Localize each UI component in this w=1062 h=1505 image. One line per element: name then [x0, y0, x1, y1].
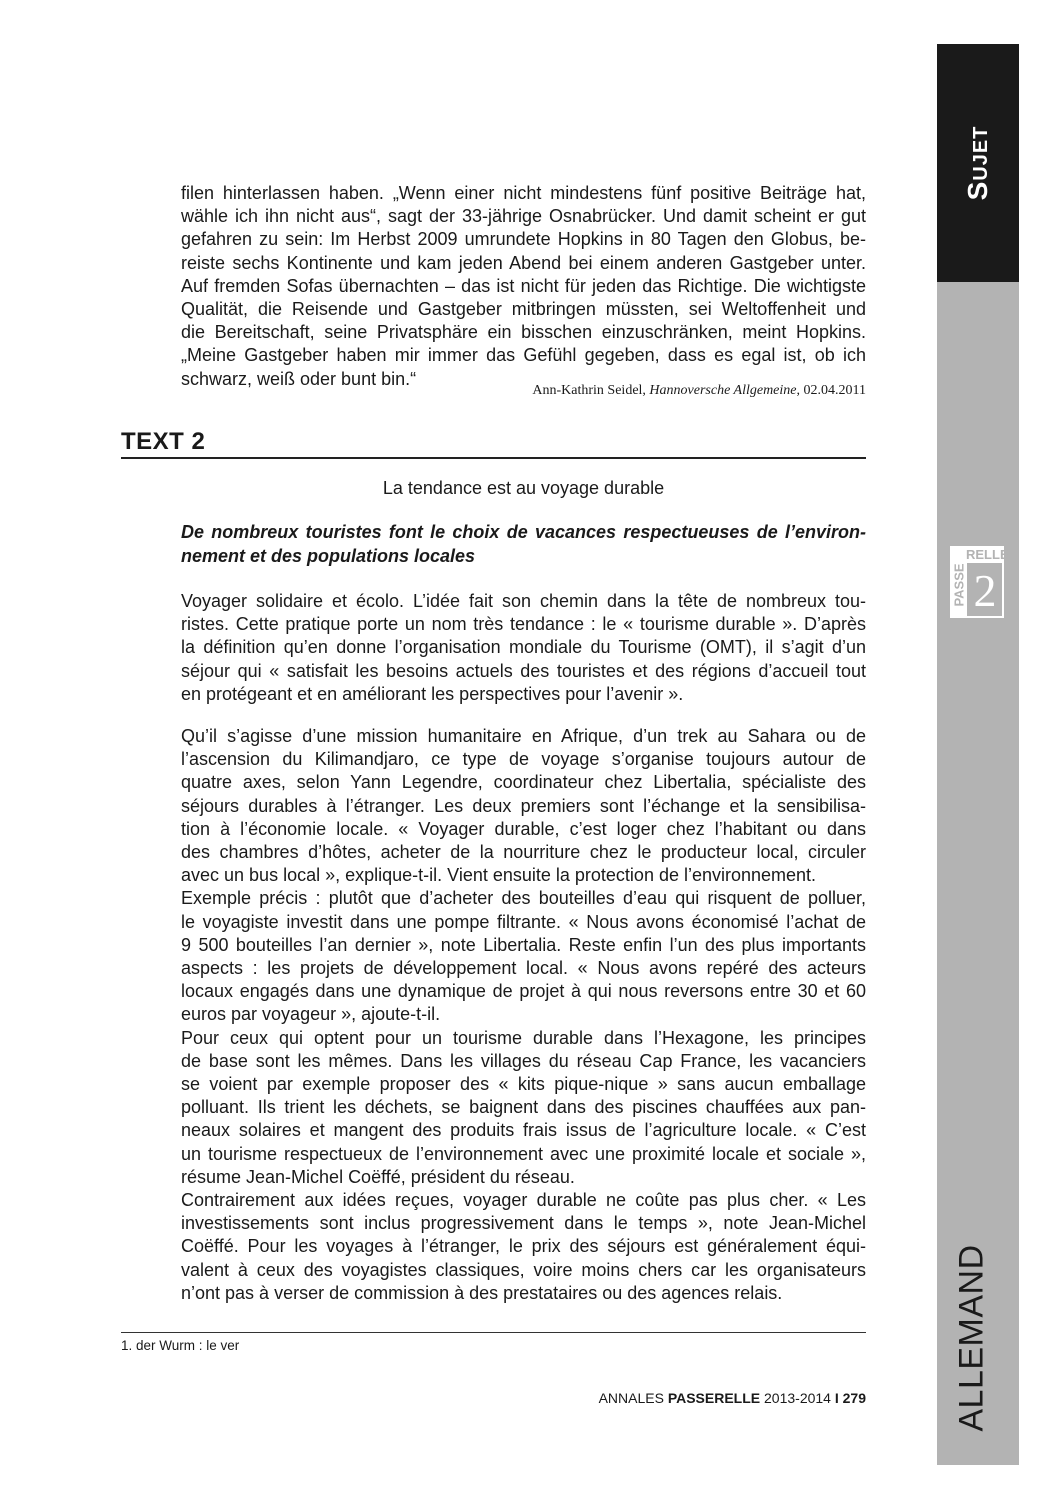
text-line: die Bereitschaft, seine Privatsphäre ein bisschen einzuschränken, meint Hopkins. [181, 322, 866, 343]
page-footer [121, 1390, 866, 1406]
text-line: Contrairement aux idées reçues, voyager durable ne coûte pas plus cher. « Les [181, 1190, 866, 1211]
text-line: valent à ceux des voyagistes classiques, voire moins chers car les organisateurs [181, 1259, 866, 1280]
text-line: tion à l’économie locale. « Voyager durable, c’est loger chez l’habitant ou dans [181, 818, 866, 839]
text-line: se voient par exemple proposer des « kits pique-nique » sans aucun emballage [181, 1074, 866, 1095]
text-line: filen hinterlassen haben. „Wenn einer nicht mindestens fünf positive Beiträge hat, [181, 183, 866, 203]
text-line: ristes. Cette pratique porte un nom très tendance : le « tourisme durable ». D’après [181, 614, 866, 635]
text-line: résume Jean-Michel Coëffé, président du réseau. [181, 1166, 575, 1187]
text-line: Coëffé. Pour les voyages à l’étranger, le prix des séjours est généralement équi- [181, 1236, 866, 1257]
text-line: Qualität, die Reisende und Gastgeber mitbringen müssten, sei Weltoffenheit und [181, 299, 866, 320]
section-label: Sujet [962, 125, 993, 201]
footer-separator: I [834, 1390, 839, 1406]
text-line: schwarz, weiß oder bunt bin.“ [181, 368, 417, 389]
text-line: des chambres d’hôtes, acheter de la nourriture chez le producteur local, circuler [181, 842, 866, 863]
article-paragraph-2 [181, 725, 866, 1305]
text-line: reiste sechs Kontinente und kam jeden Abend bei einem anderen Gastgeber unter. [181, 252, 866, 273]
text-line: séjours durables à l’étranger. Les deux premiers sont l’échange et la sensibilisa- [181, 795, 866, 816]
german-text-paragraph [181, 182, 866, 391]
text-line: le voyagiste investit dans une pompe filtrante. « Nous avons économisé l’achat de [181, 911, 866, 932]
text-line: quatre axes, selon Yann Legendre, coordinateur chez Libertalia, spécialiste des [181, 772, 866, 793]
text-line: en protégeant et en améliorant les perspectives pour l’avenir ». [181, 683, 684, 704]
text-line: 9 500 bouteilles l’an dernier », note Libertalia. Reste enfin l’un des plus importants [181, 934, 866, 955]
logo-top-text: RELLE [966, 547, 1009, 562]
logo-side-text: PASSE [951, 563, 967, 607]
source-author: Ann-Kathrin Seidel, [532, 383, 650, 398]
text-line: wähle ich ihn nicht aus“, sagt der 33-jährige Osnabrücker. Und damit scheint er gut [181, 206, 866, 227]
article-source [121, 383, 866, 399]
text-line: „Meine Gastgeber haben mir immer das Gefühl gegeben, dass es egal ist, ob ich [181, 345, 866, 366]
text-line: Exemple précis : plutôt que d’acheter des bouteilles d’eau qui risquent de polluer, [181, 888, 866, 909]
text-line: locaux engagés dans une dynamique de projet à qui nous reversons entre 30 et 60 [181, 981, 866, 1002]
article-title: La tendance est au voyage durable [382, 478, 665, 498]
text-line: neaux solaires et mangent des produits frais issus de l’agriculture locale. « C’est [181, 1120, 866, 1141]
text-line: euros par voyageur », ajoute-t-il. [181, 1004, 441, 1025]
text-line: investissements sont inclus progressivement dans le temps », note Jean-Michel [181, 1213, 866, 1234]
text2-heading: TEXT 2 [121, 428, 206, 455]
text-line: De nombreux touristes font le choix de vacances respectueuses de l’environ- [181, 522, 866, 542]
logo-number: 2 [973, 565, 997, 616]
passerelle-logo [950, 546, 1009, 618]
article-paragraph-1 [181, 590, 866, 706]
text-line: avec un bus local », explique-t-il. Vient ensuite la protection de l’environnement. [181, 865, 817, 886]
page-number: 279 [838, 1390, 866, 1406]
source-publication: Hannoversche Allgemeine [649, 383, 797, 398]
text-line: séjour qui « satisfait les besoins actuels des touristes et des régions d’accueil tout [181, 660, 866, 681]
text-line: n’ont pas à verser de commission à des prestataires ou des agences relais. [181, 1282, 783, 1303]
text-line: de base sont les mêmes. Dans les villages du réseau Cap France, les vacanciers [181, 1050, 866, 1071]
footnote: 1. der Wurm : le ver [121, 1338, 240, 1353]
footer-years: 2013-2014 [760, 1390, 835, 1406]
text-line: Auf fremden Sofas übernachten – das ist nicht für jeden das Richtige. Die wichtigste [181, 275, 866, 296]
text-line: polluant. Ils trient les déchets, se baignent dans des piscines chauffées aux pan- [181, 1097, 866, 1118]
text-line: un tourisme respectueux de l’environnement avec une proximité locale et sociale », [181, 1143, 866, 1164]
article-lead [181, 521, 866, 568]
text-line: gefahren zu sein: Im Herbst 2009 umrundete Hopkins in 80 Tagen den Globus, be- [181, 229, 866, 250]
logo-side-band [951, 547, 967, 617]
text-line: l’ascension du Kilimandjaro, ce type de voyage s’organise toujours autour de [181, 749, 866, 770]
text-line: aspects : les projets de développement local. « Nous avons repéré des acteurs [181, 958, 866, 979]
heading-divider [121, 457, 866, 459]
text-line: Voyager solidaire et écolo. L’idée fait son chemin dans la tête de nombreux tou- [181, 591, 866, 611]
footer-brand: PASSERELLE [667, 1390, 761, 1406]
text-line: Qu’il s’agisse d’une mission humanitaire en Afrique, d’un trek au Sahara ou de [181, 726, 866, 746]
text-line: nement et des populations locales [181, 545, 476, 566]
footer-prefix: ANNALES [598, 1390, 668, 1406]
footnote-divider [121, 1332, 866, 1333]
source-date: , 02.04.2011 [796, 383, 866, 398]
subject-label: ALLEMAND [952, 1244, 991, 1432]
text-line: Pour ceux qui optent pour un tourisme durable dans l’Hexagone, les principes [181, 1027, 866, 1048]
text-line: la définition qu’en donne l’organisation mondiale du Tourisme (OMT), il s’agit d’un [181, 637, 866, 658]
